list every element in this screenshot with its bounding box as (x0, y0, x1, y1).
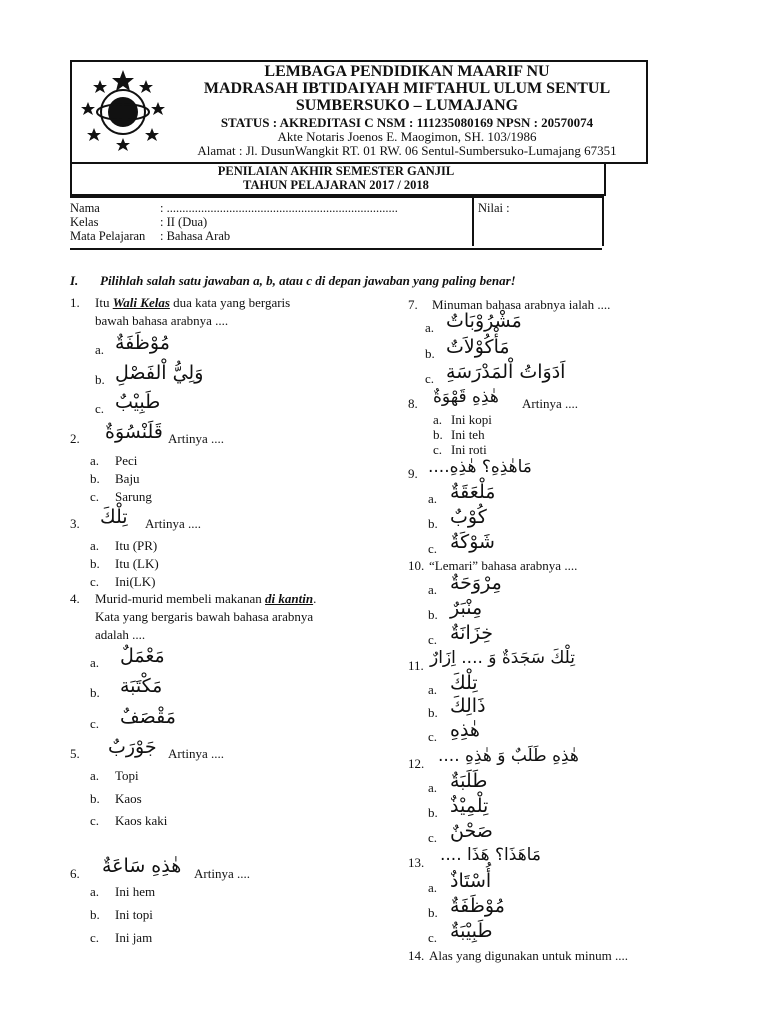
option-label: b. (90, 556, 100, 571)
question-number: 13. (408, 855, 425, 870)
option-c[interactable]: صَحْنٌ (450, 820, 493, 842)
question-text: Alas yang digunakan untuk minum .... (429, 948, 628, 963)
option-label: c. (428, 541, 438, 556)
option-b[interactable]: تِلْمِيْذٌ (450, 795, 489, 817)
question-arabic: هٰذِهِ طَلَبٌ وَ هٰذِهِ .... (438, 746, 579, 766)
school-status: STATUS : AKREDITASI C NSM : 111235080169 NPSN : 20570074 (220, 115, 594, 130)
question-arabic: تِلْكَ (100, 506, 128, 528)
option-c[interactable]: خِزَانَةٌ (450, 622, 493, 644)
question-text: Artinya .... (168, 746, 224, 761)
option-label: b. (433, 427, 443, 442)
question-number: 11. (408, 658, 424, 673)
option-label: c. (90, 813, 100, 828)
option-label: b. (95, 372, 105, 387)
question-arabic: قَلَنْسُوَةٌ (105, 421, 163, 443)
instruction-text: Pilihlah salah satu jawaban a, b, atau c di depan jawaban yang paling benar! (100, 273, 516, 288)
school-akte: Akte Notaris Joenos E. Maogimon, SH. 103/1986 (277, 129, 537, 144)
question-number: 10. (408, 558, 425, 573)
option-c[interactable]: طَبِيْبٌ (115, 391, 161, 413)
question-text-line3: adalah .... (95, 627, 146, 642)
section-number: I. (70, 273, 79, 288)
exam-title: PENILAIAN AKHIR SEMESTER GANJIL (217, 164, 455, 178)
option-a[interactable]: مَشْرُوْبَاتٌ (446, 310, 522, 332)
question-number: 1. (70, 295, 80, 310)
option-label: b. (428, 607, 438, 622)
option-c[interactable]: Sarung (115, 489, 152, 504)
question-text: Artinya .... (522, 396, 578, 411)
question-text: Minuman bahasa arabnya ialah .... (432, 297, 611, 312)
option-c[interactable]: هٰذِهِ (450, 719, 480, 741)
question-number: 6. (70, 866, 80, 881)
option-label: c. (90, 489, 100, 504)
option-label: c. (95, 401, 105, 416)
option-c[interactable]: Kaos kaki (115, 813, 168, 828)
question-number: 14. (408, 948, 425, 963)
score-label[interactable]: Nilai : (478, 201, 510, 215)
option-b[interactable]: Ini topi (115, 907, 153, 922)
nu-logo-icon (78, 66, 168, 152)
option-c[interactable]: مَقْصَفٌ (120, 706, 176, 728)
question-arabic: تِلْكَ سَجَدَةٌ وَ .... اِزَارٌ (430, 648, 576, 668)
school-location: SUMBERSUKO – LUMAJANG (295, 97, 519, 114)
question-text: Artinya .... (168, 431, 224, 446)
option-label: b. (428, 805, 438, 820)
option-a[interactable]: تِلْكَ (450, 672, 478, 694)
option-a[interactable]: طَلَبَةٌ (450, 770, 488, 792)
name-field[interactable]: : .......................................................................... (160, 201, 398, 215)
question-number: 5. (70, 746, 80, 761)
question-number: 2. (70, 431, 80, 446)
option-label: a. (90, 538, 100, 553)
option-c[interactable]: اَدَوَاتُ اْلمَدْرَسَةِ (446, 361, 566, 383)
question-arabic: مَاهَذَا؟ هَذَا .... (440, 845, 541, 865)
option-a[interactable]: مِرْوَحَةٌ (450, 572, 502, 594)
option-label: a. (90, 768, 100, 783)
option-label: c. (428, 729, 438, 744)
question-number: 12. (408, 756, 425, 771)
option-a[interactable]: Itu (PR) (115, 538, 158, 553)
option-b[interactable]: Ini teh (451, 427, 485, 442)
option-label: b. (90, 907, 100, 922)
option-label: c. (428, 830, 438, 845)
option-label: a. (428, 582, 438, 597)
option-a[interactable]: مَلْعَقَةٌ (450, 481, 496, 503)
question-number: 3. (70, 516, 80, 531)
option-b[interactable]: Itu (LK) (115, 556, 159, 571)
option-label: a. (95, 342, 105, 357)
option-label: b. (428, 516, 438, 531)
exam-year: TAHUN PELAJARAN 2017 / 2018 (243, 178, 429, 192)
class-label: Kelas (70, 215, 99, 229)
option-c[interactable]: شَوْكَةٌ (450, 531, 495, 553)
option-b[interactable]: مَكْتَبَة (120, 675, 163, 697)
question-text: Artinya .... (145, 516, 201, 531)
option-c[interactable]: طَبِيْبَةٌ (450, 920, 493, 942)
question-text: Itu Wali Kelas dua kata yang bergaris (95, 295, 291, 310)
option-label: b. (428, 705, 438, 720)
option-label: c. (428, 930, 438, 945)
option-b[interactable]: Baju (115, 471, 140, 486)
question-number: 7. (408, 297, 418, 312)
option-c[interactable]: Ini roti (451, 442, 487, 457)
option-b[interactable]: كُوْبٌ (450, 506, 487, 528)
question-number: 9. (408, 466, 418, 481)
option-label: b. (428, 905, 438, 920)
option-label: c. (90, 930, 100, 945)
school-foundation: LEMBAGA PENDIDIKAN MAARIF NU (264, 63, 550, 80)
question-arabic: جَوْرَبٌ (108, 736, 157, 758)
question-arabic: هٰذِهِ سَاعَةٌ (102, 855, 182, 877)
option-a[interactable]: أُسْتَاذٌ (450, 870, 492, 892)
option-label: b. (425, 346, 435, 361)
option-label: a. (90, 453, 100, 468)
subject-value: : Bahasa Arab (160, 229, 231, 243)
question-arabic: هٰذِهِ قَهْوَةٌ (433, 387, 499, 407)
option-label: c. (428, 632, 438, 647)
option-a[interactable]: مَعْمَلٌ (120, 645, 165, 667)
option-label: c. (433, 442, 443, 457)
option-c[interactable]: Ini jam (115, 930, 153, 945)
option-label: c. (425, 371, 435, 386)
question-number: 8. (408, 396, 418, 411)
question-text-line2: Kata yang bergaris bawah bahasa arabnya (95, 609, 314, 624)
option-a[interactable]: Topi (115, 768, 139, 783)
option-a[interactable]: Peci (115, 453, 138, 468)
class-value: : II (Dua) (160, 215, 208, 229)
option-label: a. (428, 780, 438, 795)
option-label: b. (90, 471, 100, 486)
option-b[interactable]: مُوْظَفَةٌ (450, 895, 505, 917)
option-label: a. (90, 655, 100, 670)
question-arabic: مَاهٰذِهِ؟ هٰذِهِ.... (428, 457, 532, 477)
option-label: a. (428, 491, 438, 506)
option-b[interactable]: مَأْكُوْلاَتٌ (446, 336, 510, 358)
option-b[interactable]: مِنْبَرٌ (450, 597, 483, 619)
option-b[interactable]: Kaos (115, 791, 142, 806)
school-address: Alamat : Jl. DusunWangkit RT. 01 RW. 06 Sentul-Sumbersuko-Lumajang 67351 (197, 143, 617, 158)
question-number: 4. (70, 591, 80, 606)
option-a[interactable]: Ini kopi (451, 412, 492, 427)
question-text: “Lemari” bahasa arabnya .... (429, 558, 578, 573)
school-name: MADRASAH IBTIDAIYAH MIFTAHUL ULUM SENTUL (203, 80, 611, 97)
name-label: Nama (70, 201, 100, 215)
option-label: c. (90, 574, 100, 589)
option-b[interactable]: ذَالِكَ (450, 695, 486, 717)
option-label: a. (428, 682, 438, 697)
option-label: b. (90, 791, 100, 806)
option-label: b. (90, 685, 100, 700)
option-c[interactable]: Ini(LK) (115, 574, 156, 589)
question-text: Murid-murid membeli makanan di kantin. (95, 591, 317, 606)
option-b[interactable]: وَلِيُّ اْلفَصْلِ (115, 362, 204, 384)
question-text: Artinya .... (194, 866, 250, 881)
option-label: a. (425, 320, 435, 335)
option-label: a. (433, 412, 443, 427)
option-a[interactable]: مُوْظَفَةٌ (115, 332, 170, 354)
option-label: a. (428, 880, 438, 895)
option-label: c. (90, 716, 100, 731)
option-label: a. (90, 884, 100, 899)
option-a[interactable]: Ini hem (115, 884, 156, 899)
subject-label: Mata Pelajaran (70, 229, 146, 243)
question-text-line2: bawah bahasa arabnya .... (95, 313, 229, 328)
